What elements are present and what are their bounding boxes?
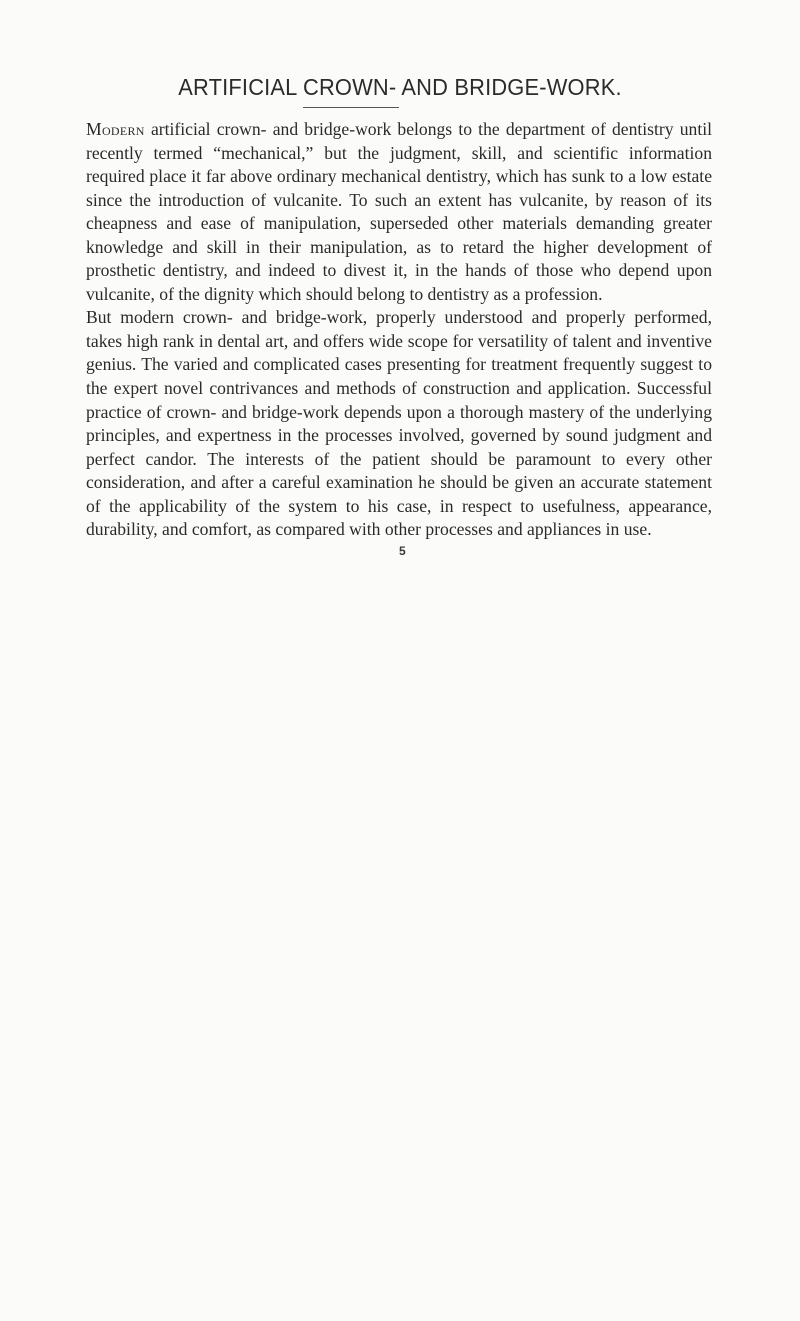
paragraph-lead-word: Modern [86,119,145,139]
chapter-heading: ARTIFICIAL CROWN- AND BRIDGE-WORK. [178,73,622,100]
paragraph-1-text: artificial crown- and bridge-work belongs to the department of dentistry until recently termed “mechanical,” but the judgment, skill, and scientific information required place it far above ordinary mechanical dentistry, which has sunk to a low estate since the introduction of vulcanite. To such an extent has vulcanite, by reason of its cheapness and ease of manipulation, superseded other materials demanding greater knowledge and skill in their manipulation, as to retard the higher development of prosthetic dentistry, and indeed to divest it, in the hands of those who depend upon vulcanite, of the dignity which should belong to dentistry as a profession. [86,119,712,304]
body-text [86,118,712,542]
page-number: 5 [399,544,406,558]
paragraph-2 [86,306,712,541]
paragraph-1 [86,118,712,306]
paragraph-2-text: But modern crown- and bridge-work, properly understood and properly performed, takes high rank in dental art, and offers wide scope for versatility of talent and inventive genius. The varied and complicated cases presenting for treatment frequently suggest to the expert novel contrivances and methods of construction and application. Successful practice of crown- and bridge-work depends upon a thorough mastery of the underlying principles, and expertness in the processes involved, governed by sound judgment and perfect candor. The interests of the patient should be paramount to every other consideration, and after a careful examination he should be given an accurate statement of the applicability of the system to his case, in respect to usefulness, appearance, durability, and comfort, as compared with other processes and appliances in use. [86,307,712,540]
heading-rule [303,107,399,108]
